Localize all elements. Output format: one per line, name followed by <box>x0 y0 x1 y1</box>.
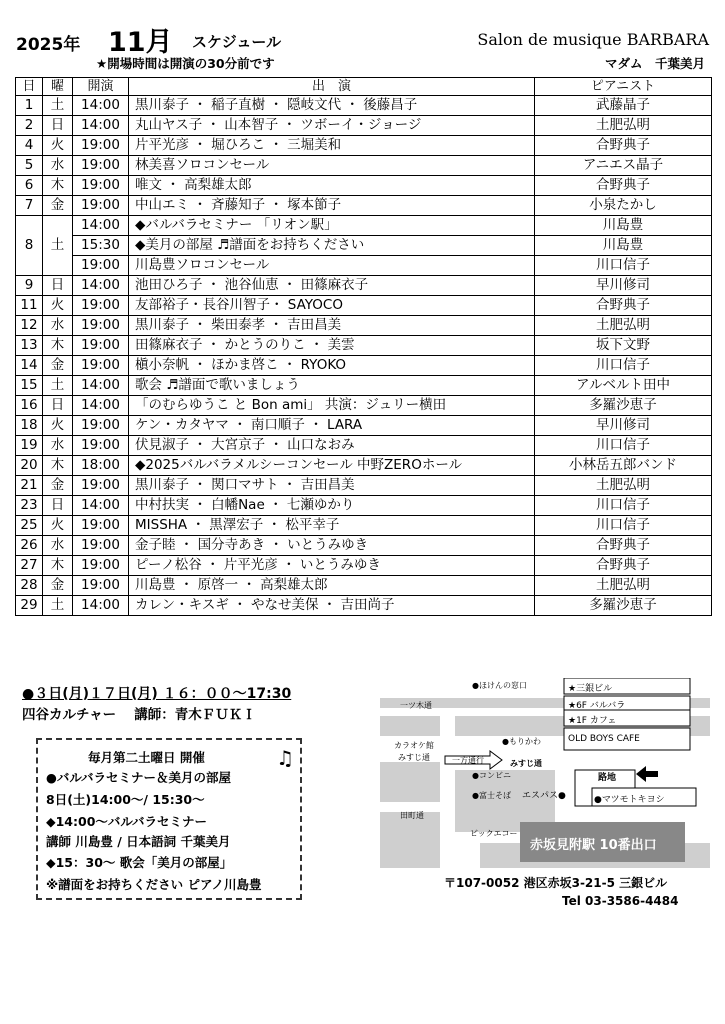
table-row <box>16 596 712 616</box>
header-pianist: ピアニスト <box>535 78 712 96</box>
cell-pianist: 早川修司 <box>535 276 712 296</box>
table-row <box>16 356 712 376</box>
cell-performers: 歌会 ♬譜面で歌いましょう <box>129 376 535 396</box>
map-label-roji: 路地 <box>598 773 617 783</box>
cell-day: 12 <box>16 316 43 336</box>
cell-performers: 川島豊 ・ 原啓一 ・ 高梨雄太郎 <box>129 576 535 596</box>
map-label-misuji2: みすじ通 <box>510 759 542 768</box>
map-label-oldboys: OLD BOYS CAFE <box>568 734 640 744</box>
cell-pianist: 土肥弘明 <box>535 476 712 496</box>
cell-time: 19:00 <box>73 176 129 196</box>
header-year: 2025年 <box>16 35 81 55</box>
header-schedule-label: スケジュール <box>192 33 282 51</box>
table-row <box>16 476 712 496</box>
cell-day: 25 <box>16 516 43 536</box>
cell-performers: 池田ひろ子 ・ 池谷仙恵 ・ 田篠麻衣子 <box>129 276 535 296</box>
address: 〒107-0052 港区赤坂3-21-5 三銀ビル <box>444 876 668 890</box>
table-row <box>16 176 712 196</box>
map-label-bic: ビックエコー <box>470 829 518 838</box>
cell-performers: 黒川泰子 ・ 関口マサト ・ 吉田昌美 <box>129 476 535 496</box>
table-row <box>16 116 712 136</box>
cell-pianist: 川島豊 <box>535 236 712 256</box>
cell-time: 18:00 <box>73 456 129 476</box>
box-line-3: 8日(土)14:00～/ 15:30～ <box>46 792 205 807</box>
cell-day: 2 <box>16 116 43 136</box>
cell-day: 6 <box>16 176 43 196</box>
cell-pianist: アルベルト田中 <box>535 376 712 396</box>
culture-title-text: ●３日(月)１７日(月) １６：００～17:30 <box>22 686 292 702</box>
cell-day: 28 <box>16 576 43 596</box>
cell-day: 19 <box>16 436 43 456</box>
cell-time: 15:30 <box>73 236 129 256</box>
cell-time: 19:00 <box>73 196 129 216</box>
cell-day: 9 <box>16 276 43 296</box>
table-row <box>16 216 712 236</box>
cell-pianist: 土肥弘明 <box>535 316 712 336</box>
cell-pianist: 土肥弘明 <box>535 576 712 596</box>
cell-day: 21 <box>16 476 43 496</box>
cell-weekday: 木 <box>43 176 73 196</box>
cell-weekday: 日 <box>43 276 73 296</box>
cell-weekday: 水 <box>43 316 73 336</box>
cell-time: 14:00 <box>73 116 129 136</box>
opening-note: ★開場時間は開演の30分前です <box>96 56 275 71</box>
cell-time: 14:00 <box>73 216 129 236</box>
salon-name: Salon de musique BARBARA <box>477 30 709 49</box>
cell-time: 19:00 <box>73 476 129 496</box>
cell-pianist: 多羅沙恵子 <box>535 396 712 416</box>
table-row <box>16 236 712 256</box>
seminar-box <box>36 738 302 900</box>
cell-pianist: 川口信子 <box>535 496 712 516</box>
cell-day: 14 <box>16 356 43 376</box>
box-line-7: ※譜面をお持ちください ピアノ川島豊 <box>46 877 262 892</box>
cell-pianist: 合野典子 <box>535 176 712 196</box>
cell-performers: 金子睦 ・ 国分寺あき ・ いとうみゆき <box>129 536 535 556</box>
cell-day: 5 <box>16 156 43 176</box>
map-label-conveni: ●コンビニ <box>472 771 511 780</box>
cell-weekday: 日 <box>43 396 73 416</box>
header-day: 日 <box>16 78 43 96</box>
cell-time: 19:00 <box>73 316 129 336</box>
cell-weekday: 火 <box>43 516 73 536</box>
cell-performers: 中村扶実 ・ 白幡Nae ・ 七瀬ゆかり <box>129 496 535 516</box>
cell-pianist: 小泉たかし <box>535 196 712 216</box>
culture-title <box>22 683 291 703</box>
cell-performers: ◆バルバラセミナー 「リオン駅」 <box>129 216 535 236</box>
table-row <box>16 256 712 276</box>
cell-weekday: 水 <box>43 156 73 176</box>
map-label-hitotsugi: 一ツ木通 <box>400 701 432 710</box>
cell-time: 19:00 <box>73 256 129 276</box>
box-line-4: ◆14:00～バルバラセミナー <box>46 814 208 829</box>
cell-day: 15 <box>16 376 43 396</box>
cell-performers: ピーノ松谷 ・ 片平光彦 ・ いとうみゆき <box>129 556 535 576</box>
cell-day: 16 <box>16 396 43 416</box>
cell-performers: 片平光彦 ・ 堀ひろこ ・ 三堀美和 <box>129 136 535 156</box>
cell-weekday: 日 <box>43 116 73 136</box>
header-weekday: 曜 <box>43 78 73 96</box>
cell-weekday: 火 <box>43 416 73 436</box>
cell-performers: 伏見淑子 ・ 大宮京子 ・ 山口なおみ <box>129 436 535 456</box>
cell-weekday: 火 <box>43 296 73 316</box>
table-row <box>16 516 712 536</box>
cell-performers: ◆美月の部屋 ♬譜面をお持ちください <box>129 236 535 256</box>
cell-weekday: 金 <box>43 476 73 496</box>
cell-weekday: 土 <box>43 96 73 116</box>
cell-time: 19:00 <box>73 556 129 576</box>
cell-time: 19:00 <box>73 416 129 436</box>
table-row <box>16 336 712 356</box>
cell-time: 14:00 <box>73 396 129 416</box>
table-row <box>16 276 712 296</box>
cell-performers: ◆2025バルバラメルシーコンセール 中野ZEROホール <box>129 456 535 476</box>
cell-time: 19:00 <box>73 156 129 176</box>
cell-day: 7 <box>16 196 43 216</box>
cell-weekday: 水 <box>43 436 73 456</box>
cell-weekday: 土 <box>43 596 73 616</box>
cell-pianist: 合野典子 <box>535 136 712 156</box>
table-row <box>16 496 712 516</box>
cell-pianist: 合野典子 <box>535 556 712 576</box>
map-label-espas: エスパス● <box>522 791 566 801</box>
cell-weekday: 火 <box>43 136 73 156</box>
map-label-hoken: ●ほけんの窓口 <box>472 681 527 690</box>
cell-time: 19:00 <box>73 576 129 596</box>
header-time: 開演 <box>73 78 129 96</box>
table-row <box>16 416 712 436</box>
culture-subtitle: 四谷カルチャー 講師：青木ＦＵＫＩ <box>22 707 256 723</box>
cell-weekday: 土 <box>43 376 73 396</box>
cell-time: 19:00 <box>73 536 129 556</box>
cell-pianist: 川島豊 <box>535 216 712 236</box>
cell-time: 14:00 <box>73 376 129 396</box>
cell-performers: 槇小奈帆 ・ ほかま啓こ ・ RYOKO <box>129 356 535 376</box>
cell-performers: 林美喜ソロコンセール <box>129 156 535 176</box>
map-label-oneway: 一方通行 <box>452 756 484 765</box>
cell-pianist: 合野典子 <box>535 296 712 316</box>
cell-performers: 唯文 ・ 高梨雄太郎 <box>129 176 535 196</box>
map-label-tamachi: 田町通 <box>400 811 424 820</box>
cell-weekday: 日 <box>43 496 73 516</box>
box-line-6: ◆15：30～ 歌会「美月の部屋」 <box>46 855 233 870</box>
cell-time: 19:00 <box>73 336 129 356</box>
table-row <box>16 396 712 416</box>
cell-day: 11 <box>16 296 43 316</box>
cell-pianist: 川口信子 <box>535 436 712 456</box>
header-month: 11月 <box>108 27 173 58</box>
cell-weekday: 水 <box>43 536 73 556</box>
map-label-karaoke: カラオケ館 <box>394 741 434 750</box>
cell-performers: 中山エミ ・ 斉藤知子 ・ 塚本節子 <box>129 196 535 216</box>
cell-day: 26 <box>16 536 43 556</box>
table-row <box>16 96 712 116</box>
map-label-matsumoto: ●マツモトキヨシ <box>594 795 665 805</box>
cell-day: 23 <box>16 496 43 516</box>
cell-day: 4 <box>16 136 43 156</box>
music-notes-icon: ♫ <box>276 746 294 770</box>
box-line-1: 毎月第二土曜日 開催 <box>88 750 205 765</box>
cell-day: 13 <box>16 336 43 356</box>
cell-time: 14:00 <box>73 496 129 516</box>
table-header-row <box>16 78 712 96</box>
cell-time: 19:00 <box>73 296 129 316</box>
cell-weekday: 金 <box>43 356 73 376</box>
table-row <box>16 136 712 156</box>
cell-time: 19:00 <box>73 436 129 456</box>
table-row <box>16 456 712 476</box>
cell-weekday: 木 <box>43 456 73 476</box>
table-row <box>16 196 712 216</box>
cell-performers: 川島豊ソロコンセール <box>129 256 535 276</box>
cell-pianist: 土肥弘明 <box>535 116 712 136</box>
cell-day: 20 <box>16 456 43 476</box>
map-label-fujisoba: ●富士そば <box>472 791 511 800</box>
schedule-body <box>16 96 712 616</box>
cell-time: 19:00 <box>73 136 129 156</box>
header-performers: 出 演 <box>129 78 535 96</box>
cell-pianist: 坂下文野 <box>535 336 712 356</box>
cell-pianist: 小林岳五郎バンド <box>535 456 712 476</box>
table-row <box>16 436 712 456</box>
cell-pianist: 川口信子 <box>535 356 712 376</box>
cell-time: 19:00 <box>73 516 129 536</box>
cell-weekday: 金 <box>43 576 73 596</box>
table-row <box>16 296 712 316</box>
cell-time: 14:00 <box>73 276 129 296</box>
cell-weekday: 木 <box>43 556 73 576</box>
cell-pianist: 早川修司 <box>535 416 712 436</box>
map-label-station: 赤坂見附駅 10番出口 <box>530 838 657 853</box>
map-label-cafe: ★1F カフェ <box>568 716 617 726</box>
cell-time: 14:00 <box>73 96 129 116</box>
cell-performers: 黒川泰子 ・ 稲子直樹 ・ 隠岐文代 ・ 後藤昌子 <box>129 96 535 116</box>
map-label-sanginbiru: ★三銀ビル <box>568 684 613 694</box>
cell-weekday: 木 <box>43 336 73 356</box>
cell-time: 14:00 <box>73 596 129 616</box>
cell-performers: 友部裕子・長谷川智子・ SAYOCO <box>129 296 535 316</box>
cell-performers: ケン・カタヤマ ・ 南口順子 ・ LARA <box>129 416 535 436</box>
cell-pianist: 武藤晶子 <box>535 96 712 116</box>
cell-time: 19:00 <box>73 356 129 376</box>
cell-performers: MISSHA ・ 黒澤宏子 ・ 松平幸子 <box>129 516 535 536</box>
cell-pianist: アニエス晶子 <box>535 156 712 176</box>
cell-performers: カレン・キスギ ・ やなせ美保 ・ 吉田尚子 <box>129 596 535 616</box>
table-row <box>16 316 712 336</box>
box-line-5: 講師 川島豊 / 日本語詞 千葉美月 <box>46 834 231 849</box>
cell-weekday: 土 <box>43 216 73 276</box>
madam-name: マダム 千葉美月 <box>604 56 705 71</box>
cell-weekday: 金 <box>43 196 73 216</box>
map-label-barbara: ★6F バルバラ <box>568 701 626 711</box>
map-label-morikawa: ●もりかわ <box>502 737 541 746</box>
cell-pianist: 川口信子 <box>535 516 712 536</box>
cell-performers: 黒川泰子 ・ 柴田泰孝 ・ 吉田昌美 <box>129 316 535 336</box>
table-row <box>16 576 712 596</box>
cell-day: 27 <box>16 556 43 576</box>
schedule-table <box>15 77 712 616</box>
cell-performers: 丸山ヤス子 ・ 山本智子 ・ ツボーイ・ジョージ <box>129 116 535 136</box>
cell-performers: 「のむらゆうこ と Bon ami」 共演：ジュリー横田 <box>129 396 535 416</box>
cell-day: 18 <box>16 416 43 436</box>
map-label-misuji1: みすじ通 <box>398 753 430 762</box>
cell-day: 8 <box>16 216 43 276</box>
cell-day: 1 <box>16 96 43 116</box>
table-row <box>16 536 712 556</box>
table-row <box>16 156 712 176</box>
cell-performers: 田篠麻衣子 ・ かとうのりこ ・ 美雲 <box>129 336 535 356</box>
telephone: Tel 03-3586-4484 <box>562 894 679 908</box>
cell-pianist: 合野典子 <box>535 536 712 556</box>
box-line-2: ●バルバラセミナー＆美月の部屋 <box>46 770 232 785</box>
access-map <box>380 678 710 868</box>
cell-pianist: 多羅沙恵子 <box>535 596 712 616</box>
cell-day: 29 <box>16 596 43 616</box>
table-row <box>16 376 712 396</box>
table-row <box>16 556 712 576</box>
cell-pianist: 川口信子 <box>535 256 712 276</box>
